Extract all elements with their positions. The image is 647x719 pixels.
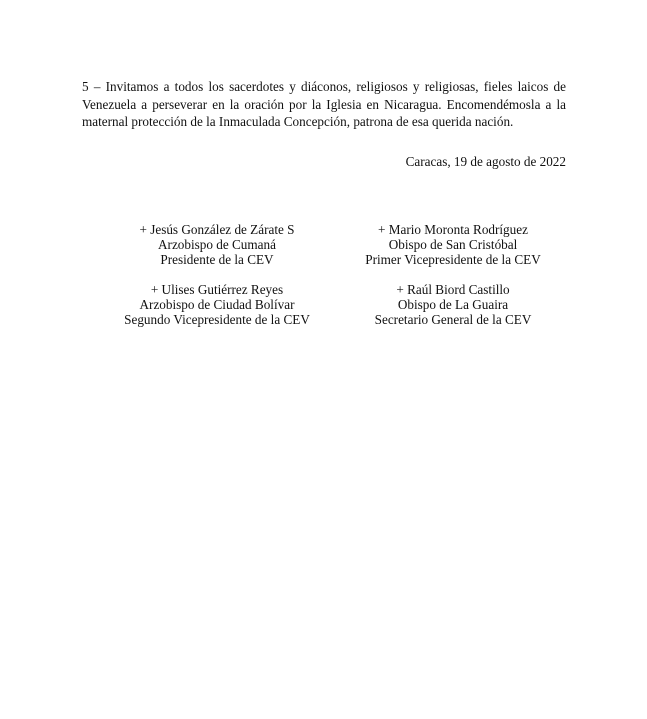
signatory-role: Presidente de la CEV — [160, 252, 274, 267]
signatory-office: Obispo de San Cristóbal — [388, 237, 518, 252]
signature-block-second-vicepresident — [97, 282, 337, 327]
signature-block-president — [97, 222, 337, 267]
paragraph-5: 5 – Invitamos a todos los sacerdotes y diáconos, religiosos y religiosas, fieles laicos de Venezuela a perseverar en la oración por la Iglesia en Nicaragua. Encomendémosla a la maternal protección de la Inmaculada Concepción, patrona de esa querida nación. — [82, 79, 566, 130]
signature-block-first-vicepresident — [333, 222, 573, 267]
date-line: Caracas, 19 de agosto de 2022 — [405, 154, 566, 169]
signatory-office: Obispo de La Guaira — [397, 297, 509, 312]
signatory-office: Arzobispo de Ciudad Bolívar — [139, 297, 295, 312]
signatory-name: + Jesús González de Zárate S — [139, 222, 295, 237]
signatory-role: Segundo Vicepresidente de la CEV — [124, 312, 310, 327]
signatory-office: Arzobispo de Cumaná — [158, 237, 276, 252]
signature-block-secretary-general — [333, 282, 573, 327]
signatory-role: Primer Vicepresidente de la CEV — [365, 252, 541, 267]
signatory-name: + Mario Moronta Rodríguez — [378, 222, 528, 237]
signatory-role: Secretario General de la CEV — [374, 312, 532, 327]
signatory-name: + Ulises Gutiérrez Reyes — [150, 282, 284, 297]
signatory-name: + Raúl Biord Castillo — [396, 282, 510, 297]
